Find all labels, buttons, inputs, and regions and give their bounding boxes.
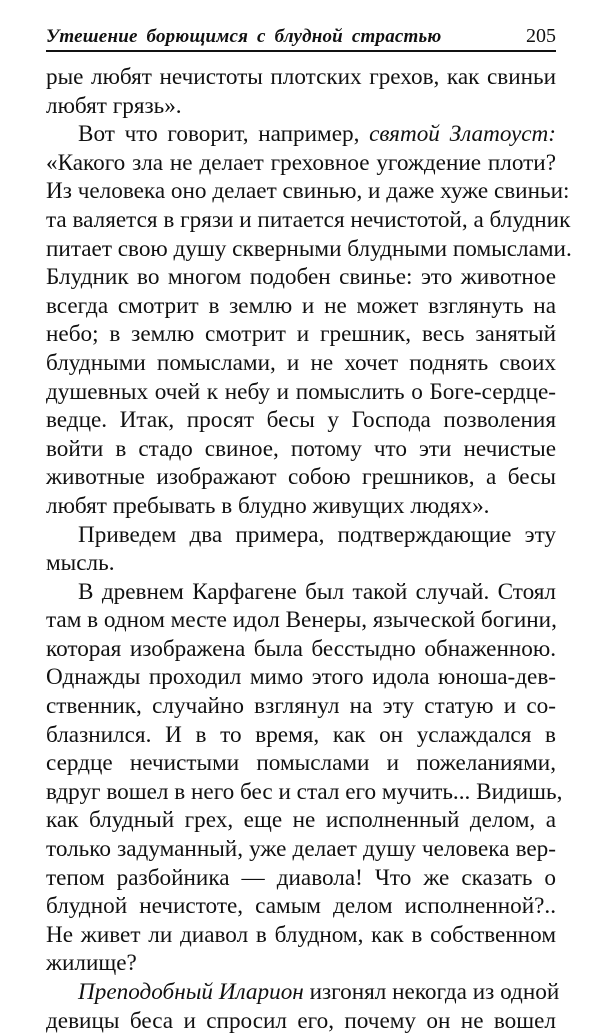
text-line: Блудник во многом подобен свинье: это животное [46, 264, 556, 291]
text-line: жилище? [46, 950, 137, 977]
page-number: 205 [526, 25, 556, 47]
text-line: та валяется в грязи и питается нечистотой, а блудник [46, 206, 571, 233]
text-line: Приведем два примера, подтверждающие эту [78, 521, 556, 548]
text-line: мысль. [46, 550, 115, 577]
text-line: там в одном месте идол Венеры, языческой богини, [46, 607, 557, 634]
italic-name: Преподобный Иларион [78, 979, 304, 1005]
text-run: изгонял некогда из одной [303, 979, 560, 1005]
text-line: душевных очей к небу и помыслить о Боге-сердце- [46, 378, 556, 405]
text-line: В древнем Карфагене был такой случай. Стоял [78, 578, 556, 605]
text-line: вдруг вошел в него бес и стал его мучить... Видишь, [46, 778, 563, 805]
page-header [46, 18, 556, 52]
text-line: Из человека оно делает свинью, и даже хуже свиньи: [46, 178, 570, 205]
text-line: как блудный грех, еще не исполненный делом, а [46, 807, 556, 834]
text-line: тепом разбойника — диавола! Что же сказать о [46, 864, 556, 891]
text-line: блудными помыслами, и не хочет поднять своих [46, 349, 556, 376]
text-line: рые любят нечистоты плотских грехов, как свиньи [46, 64, 556, 90]
text-line: ведце. Итак, просят бесы у Господа позволения [46, 407, 556, 434]
text-line: которая изображена была бесстыдно обнаженною. [46, 635, 556, 662]
text-line: только задуманный, уже делает душу человека вер- [46, 836, 556, 863]
text-line [46, 978, 560, 1007]
text-run: Вот что говорит, например, [78, 121, 370, 148]
text-line: сердце нечистыми помыслами и пожеланиями, [46, 750, 556, 777]
text-line: Однажды проходил мимо этого идола юноша-дев- [46, 664, 556, 691]
text-line: Не живет ли диавол в блудном, как в собственном [46, 921, 556, 948]
text-line: питает свою душу скверными блудными помыслами. [46, 235, 572, 262]
body-text [46, 63, 572, 1035]
text-line: блазнился. И в то время, как он услаждался в [46, 721, 556, 748]
text-line: войти в стадо свиное, потому что эти нечистые [46, 435, 556, 462]
text-line: «Какого зла не делает греховное угождение плоти? [46, 149, 556, 176]
text-line: животные изображают собою грешников, а бесы [46, 464, 556, 491]
text-line: небо; в землю смотрит и грешник, весь занятый [46, 321, 556, 348]
italic-name: святой Златоуст: [369, 121, 557, 148]
running-title: Утешение борющимся с блудной страстью [46, 26, 442, 47]
text-line: девицы беса и спросил его, почему он не вошел [46, 1007, 556, 1034]
text-line: блудной нечистоте, самым делом исполненной?.. [46, 893, 556, 920]
text-line: ственник, случайно взглянул на эту статую и со- [46, 693, 556, 720]
text-line: всегда смотрит в землю и не может взглянуть на [46, 292, 556, 319]
text-line: любят грязь». [46, 92, 182, 119]
text-line: любят пребывать в блудно живущих людях». [46, 492, 490, 519]
text-line [46, 120, 556, 149]
